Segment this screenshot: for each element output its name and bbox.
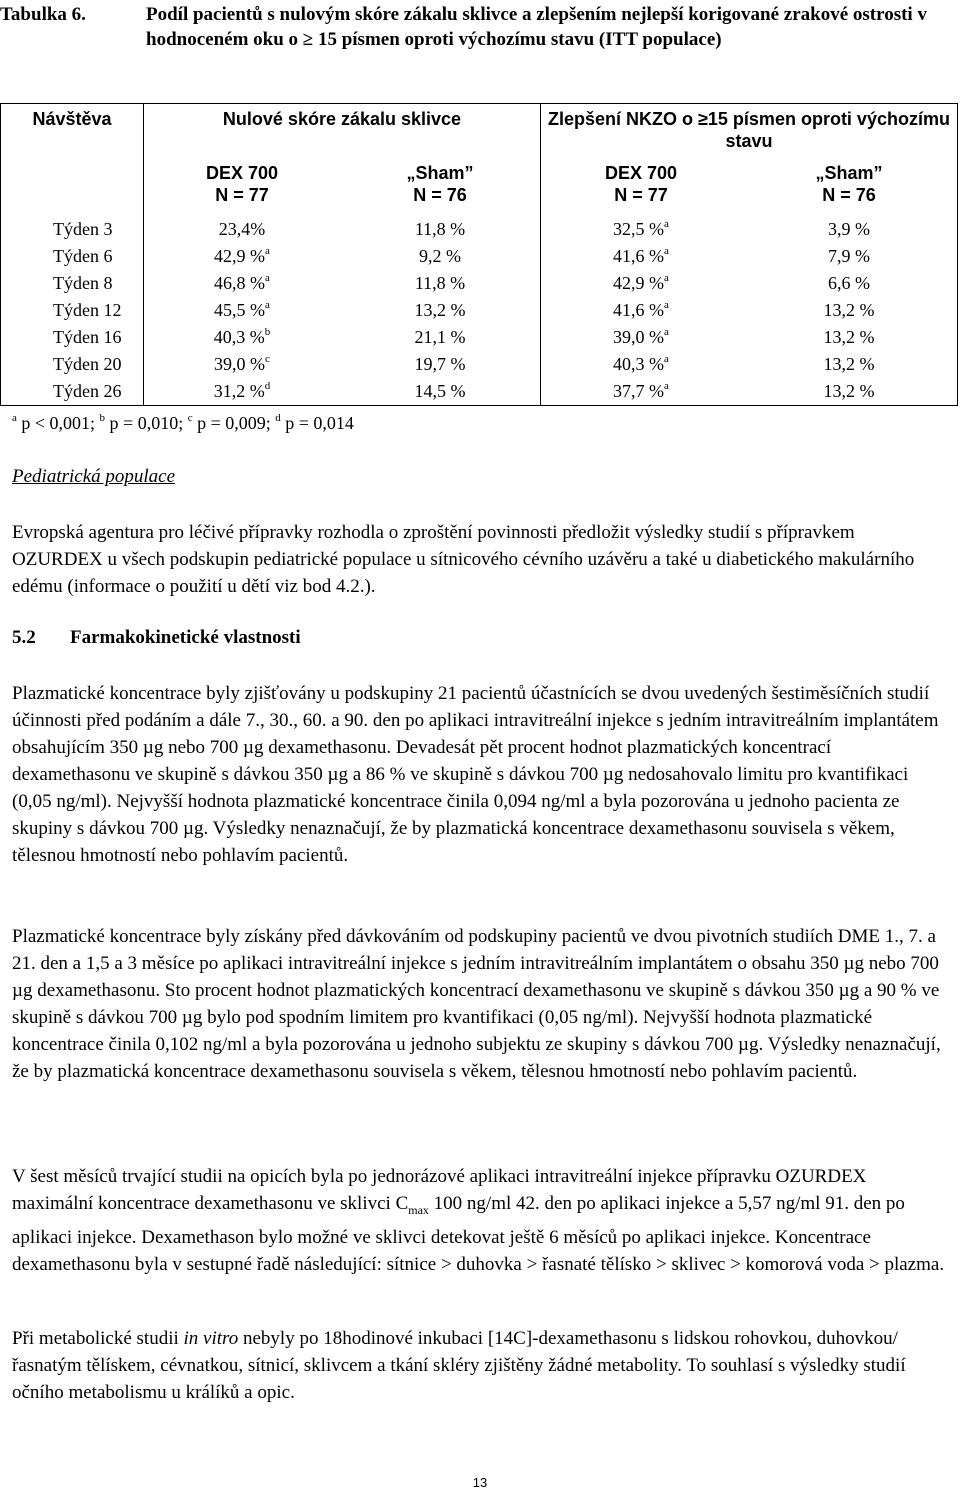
section-number: 5.2 bbox=[12, 627, 36, 648]
table-label: Tabulka 6. bbox=[0, 4, 86, 25]
header-empty bbox=[1, 162, 144, 216]
paragraph-monkey-study: V šest měsíců trvající studii na opicích byla po jednorázové aplikaci intravitreální injekce přípravku OZURDEX maximální koncentrace dexamethasonu ve sklivci $C_{max}$ 100 ng/ml 42. den po aplikaci injekce a 5,57 ng/ml 91. den po aplikaci injekce. Dexamethason bylo možné ve sklivci detekovat ještě 6 měsíců po aplikaci injekce. Koncentrace dexamethasonu byla v sestupné řadě následující: sítnice > duhovka > řasnaté tělísko > sklivec > komorová voda > plazma. bbox=[12, 1166, 945, 1275]
table-row: Týden 12 45,5 %$^a$ 13,2 % 41,6 %$^a$ 13,2 % bbox=[1, 297, 958, 324]
results-table bbox=[0, 103, 958, 406]
subheader-dex-1: DEX 700 N = 77 bbox=[144, 162, 341, 216]
paragraph-metabolism: Při metabolické studii in vitro nebyly po 18hodinové inkubaci [14C]-dexamethasonu s lidskou rohovkou, duhovkou/řasnatým tělískem, cévnatkou, sítnicí, sklivcem a tkání skléry zjištěny žádné metabolity. To souhlasí s výsledky studií očního metabolismu u králíků a opic. bbox=[12, 1328, 906, 1403]
subheader-sham-1: „Sham” N = 76 bbox=[406, 163, 474, 205]
table-row: Týden 26 31,2 %$^d$ 14,5 % 37,7 %$^a$ 13,2 % bbox=[1, 378, 958, 406]
pediatric-heading: Pediatrická populace bbox=[12, 466, 176, 487]
table-title: Podíl pacientů s nulovým skóre zákalu sklivce a zlepšením nejlepší korigované zrakové ostrosti v hodnoceném oku o ≥ 15 písmen oproti výchozímu stavu (ITT populace) bbox=[146, 4, 927, 50]
pediatric-paragraph: Evropská agentura pro léčivé přípravky rozhodla o zproštění povinnosti předložit výsledky studií s přípravkem OZURDEX u všech podskupin pediatrické populace u sítnicového cévního uzávěru a také u diabetického makulárního edému (informace o použití u dětí viz bod 4.2.). bbox=[12, 522, 915, 597]
section-heading bbox=[12, 627, 301, 649]
paragraph-plasma-1: Plazmatické koncentrace byly zjišťovány u podskupiny 21 pacientů účastnících se dvou uvedených šestiměsíčních studií účinnosti před podáním a dále 7., 30., 60. a 90. den po aplikaci intravitreální injekce s jedním intravitreálním implantátem obsahujícím 350 µg nebo 700 µg dexamethasonu. Devadesát pět procent hodnot plazmatických koncentrací dexamethasonu ve skupině s dávkou 350 µg a 86 % ve skupině s dávkou 700 µg nedosahovalo limitu pro kvantifikaci (0,05 ng/ml). Nejvyšší hodnota plazmatické koncentrace činila 0,094 ng/ml a byla pozorována u jednoho pacienta ze skupiny s dávkou 700 µg. Výsledky nenaznačují, že by plazmatická koncentrace dexamethasonu souvisela s věkem, tělesnou hmotností nebo pohlavím pacientů. bbox=[12, 683, 939, 866]
header-group-bcva: Zlepšení NKZO o ≥15 písmen oproti výchozímu stavu bbox=[541, 104, 958, 163]
subheader-dex-2: DEX 700 N = 77 bbox=[541, 162, 742, 216]
table-row: Týden 6 42,9 %$^a$ 9,2 % 41,6 %$^a$ 7,9 % bbox=[1, 243, 958, 270]
paragraph-plasma-2: Plazmatické koncentrace byly získány před dávkováním od podskupiny pacientů ve dvou pivotních studiích DME 1., 7. a 21. den a 1,5 a 3 měsíce po aplikaci intravitreální injekce s jedním intravitreálním implantátem o obsahu 350 µg nebo 700 µg dexamethasonu. Sto procent hodnot plazmatických koncentrací dexamethasonu ve skupině s dávkou 350 µg a 90 % ve skupině s dávkou 700 µg bylo pod spodním limitem pro kvantifikaci (0,05 ng/ml). Nejvyšší hodnota plazmatické koncentrace činila 0,102 ng/ml a byla pozorována u jednoho subjektu ze skupiny s dávkou 700 µg. Výsledky nenaznačují, že by plazmatická koncentrace dexamethasonu souvisela s věkem, tělesnou hmotností nebo pohlavím pacientů. bbox=[12, 926, 941, 1082]
header-group-vitreous-haze: Nulové skóre zákalu sklivce bbox=[144, 104, 541, 163]
table-row: Týden 3 23,4% 11,8 % 32,5 %$^a$ 3,9 % bbox=[1, 216, 958, 243]
table-row: Týden 20 39,0 %$^c$ 19,7 % 40,3 %$^a$ 13,2 % bbox=[1, 351, 958, 378]
table-row: Týden 16 40,3 %$^b$ 21,1 % 39,0 %$^a$ 13,2 % bbox=[1, 324, 958, 351]
table-header-row bbox=[1, 104, 958, 163]
table-row: Týden 8 46,8 %$^a$ 11,8 % 42,9 %$^a$ 6,6 % bbox=[1, 270, 958, 297]
section-title: Farmakokinetické vlastnosti bbox=[70, 627, 301, 648]
header-visit: Návštěva bbox=[32, 109, 112, 129]
subheader-sham-2: „Sham” N = 76 bbox=[815, 163, 883, 205]
table-subheader-row bbox=[1, 162, 958, 216]
table-footnote: $^a$ p < 0,001; $^b$ p = 0,010; $^c$ p = 0,009; $^d$ p = 0,014 bbox=[12, 412, 354, 433]
page-number: 13 bbox=[472, 1475, 488, 1490]
